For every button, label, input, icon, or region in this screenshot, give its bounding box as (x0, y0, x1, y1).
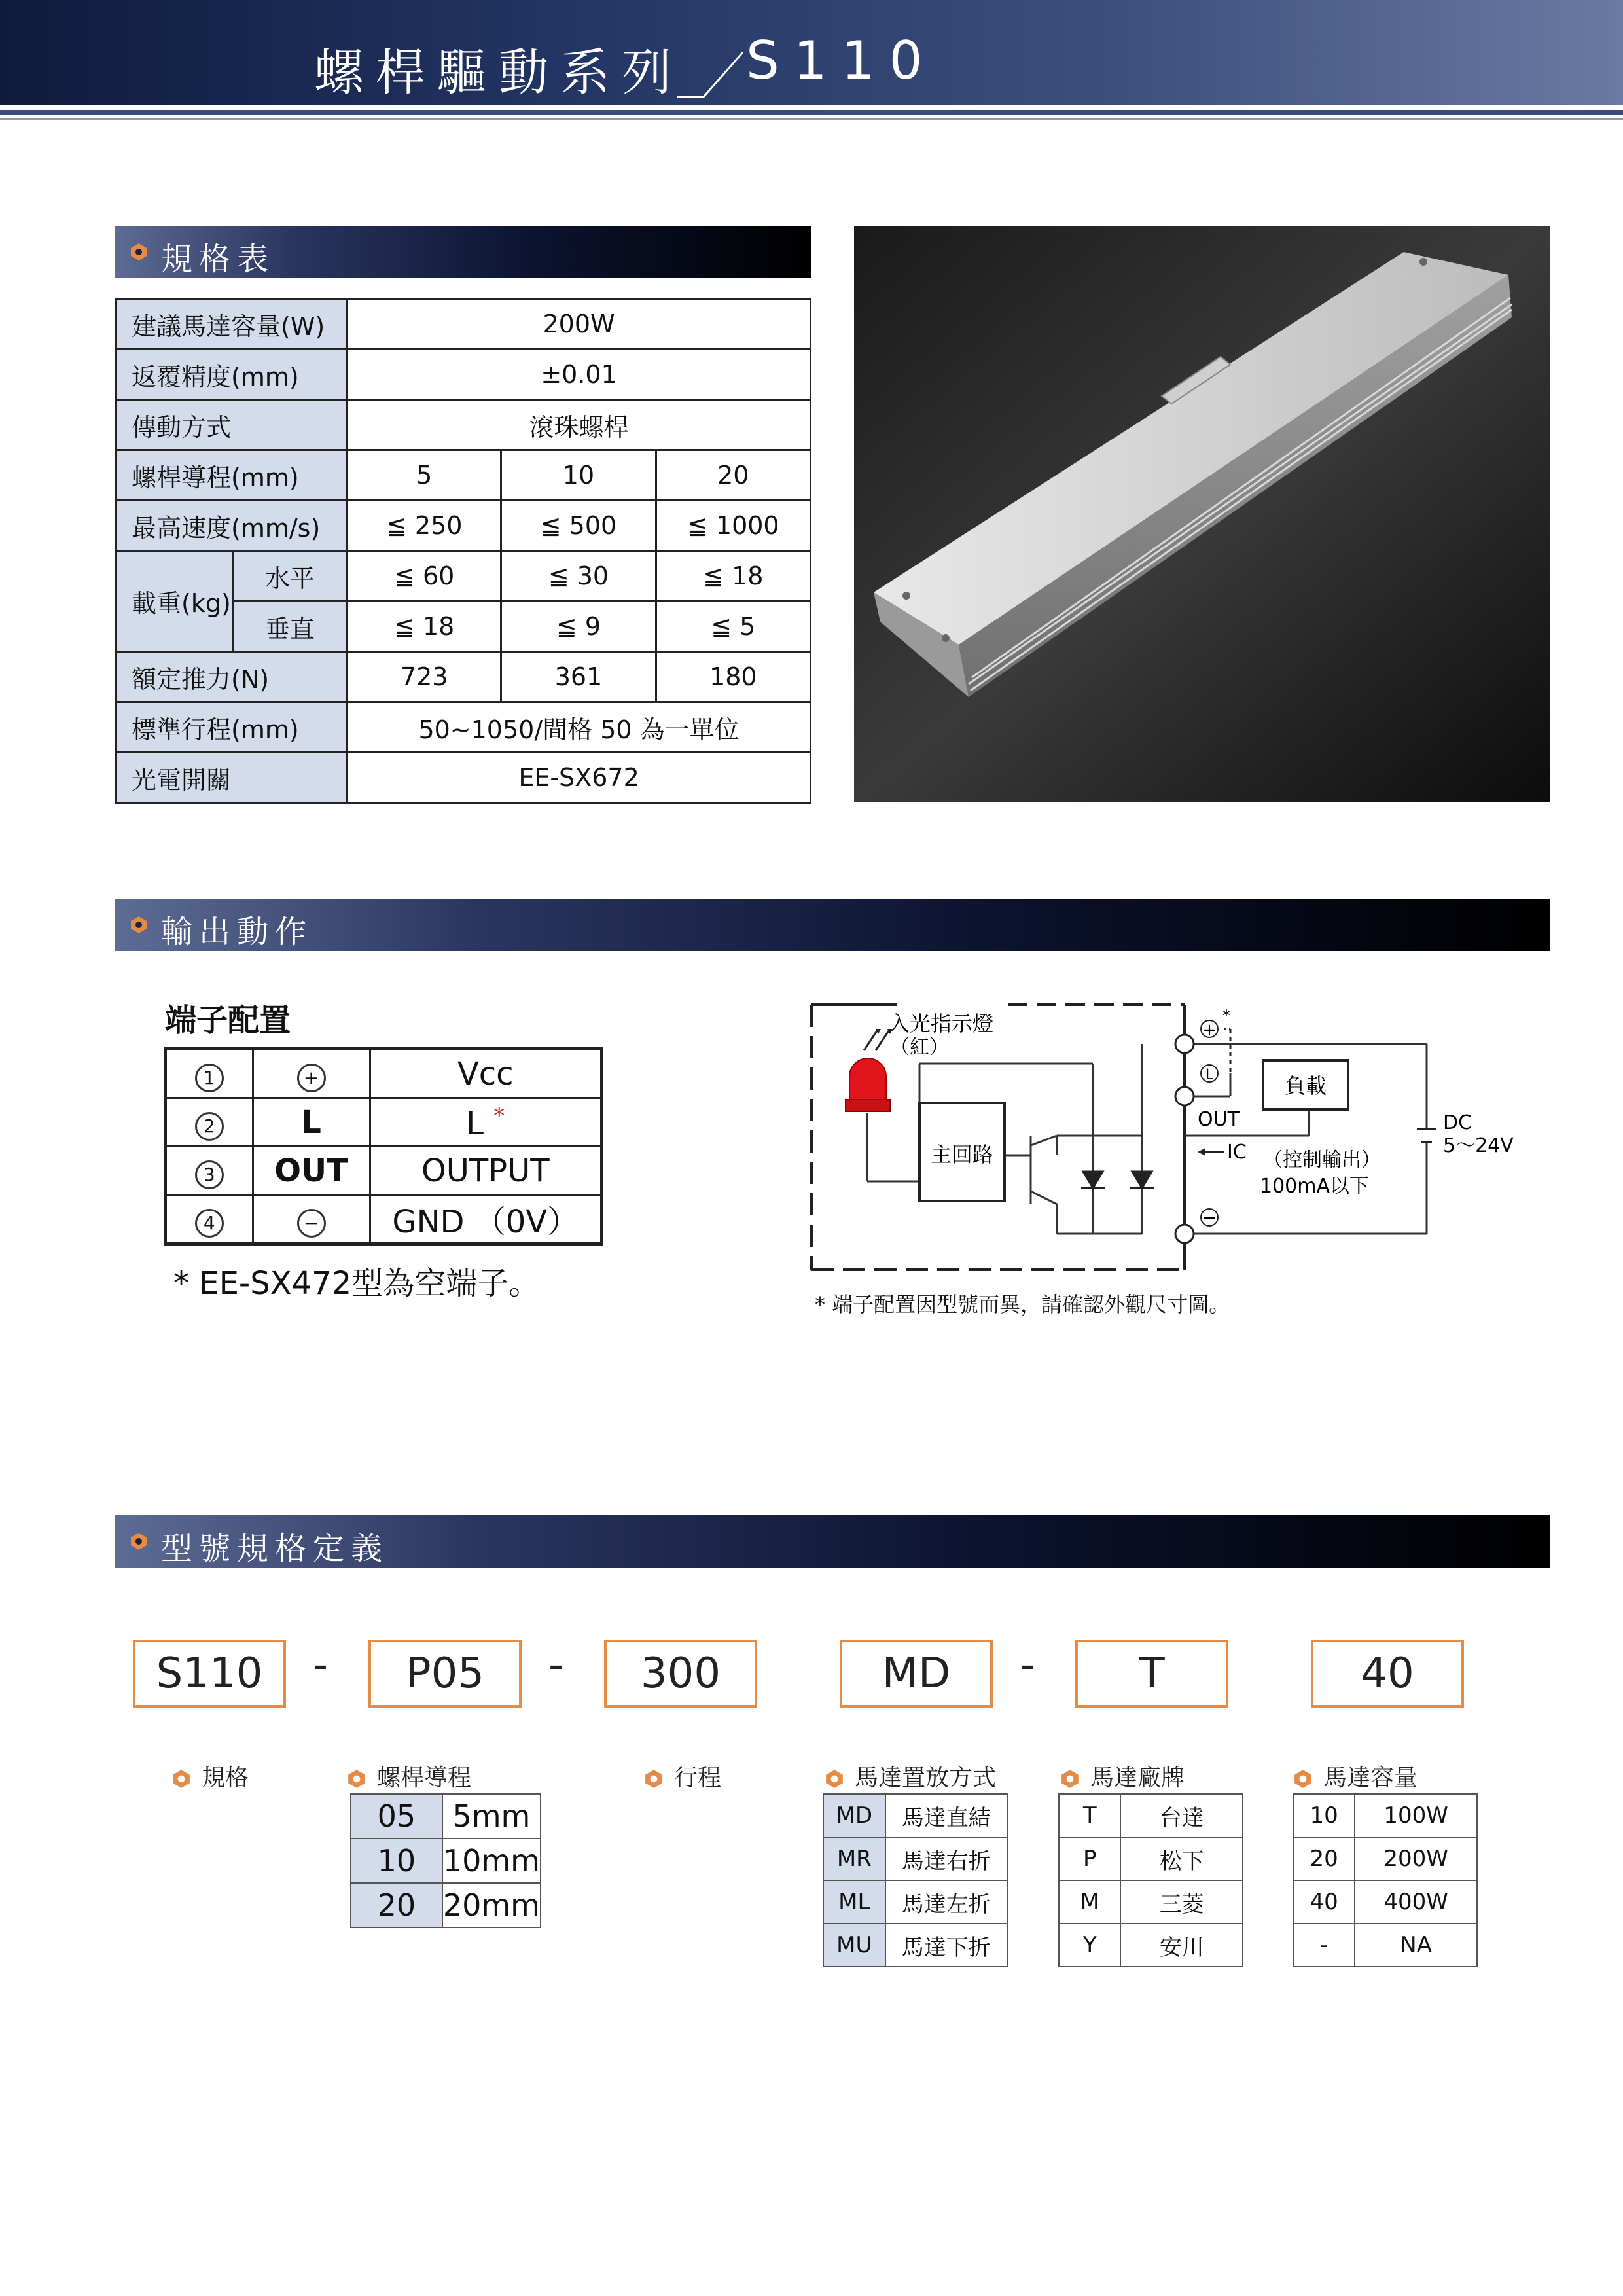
product-photo (854, 226, 1550, 802)
spec-value: ±0.01 (348, 350, 811, 400)
control-output-label: （控制輸出） (1263, 1149, 1381, 1172)
brand-code: Y (1059, 1924, 1120, 1967)
group-label-brand: 馬達廠牌 (1060, 1759, 1185, 1793)
header-rule (0, 110, 1623, 115)
mount-value: 馬達下折 (885, 1924, 1007, 1967)
title-slash-icon (677, 46, 756, 98)
spec-value: 723 (348, 652, 501, 702)
group-label-mount: 馬達置放方式 (825, 1759, 996, 1793)
spec-label: 最高速度(mm/s) (116, 501, 348, 551)
brand-value: 三菱 (1120, 1880, 1243, 1924)
spec-sublabel: 水平 (232, 551, 347, 601)
code-dash: - (313, 1641, 329, 1689)
lead-value: 20mm (442, 1883, 541, 1928)
mount-value: 馬達左折 (885, 1880, 1007, 1924)
nut-icon (130, 1532, 148, 1551)
code-box-mount: MD (840, 1640, 993, 1708)
mount-table (823, 1793, 1008, 1967)
capacity-code: 10 (1293, 1794, 1355, 1837)
brand-code: T (1059, 1794, 1120, 1837)
code-box-lead: P05 (368, 1640, 522, 1708)
nut-icon (130, 243, 148, 261)
mount-code: MU (823, 1924, 885, 1967)
capacity-table (1293, 1793, 1478, 1967)
code-box-spec: S110 (133, 1640, 286, 1708)
table-row (166, 1147, 602, 1195)
spec-value: 10 (501, 450, 656, 501)
minus-terminal-icon: − (1202, 1208, 1217, 1228)
load-label: 負載 (1284, 1073, 1327, 1098)
output-section-bar (115, 899, 1550, 951)
voltage-label: 5～24V (1443, 1134, 1514, 1157)
page-model: S110 (746, 30, 937, 91)
terminal-number: 1 (195, 1064, 224, 1092)
spec-value: 滾珠螺桿 (348, 400, 811, 450)
terminal-table (164, 1047, 603, 1246)
code-box-brand: T (1075, 1640, 1228, 1708)
lead-code: 10 (351, 1839, 442, 1883)
spec-section-title: 規格表 (161, 241, 276, 278)
spec-value: 180 (656, 652, 810, 702)
spec-section-bar (115, 226, 812, 278)
spec-label: 額定推力(N) (116, 652, 348, 702)
table-row (1059, 1924, 1243, 1967)
table-row (166, 1098, 602, 1147)
spec-value: 20 (656, 450, 810, 501)
nut-icon (171, 1769, 191, 1789)
spec-label: 螺桿導程(mm) (116, 450, 348, 501)
led-color-label: （紅） (890, 1036, 949, 1059)
nut-icon (644, 1769, 664, 1789)
spec-value: ≦ 30 (501, 551, 656, 601)
nut-icon (1060, 1769, 1080, 1789)
terminal-note: * EE-SX472型為空端子。 (173, 1265, 541, 1302)
group-label-spec: 規格 (171, 1759, 249, 1793)
terminal-title: 端子配置 (165, 1002, 291, 1039)
lead-code: 05 (351, 1794, 442, 1839)
table-row (823, 1837, 1007, 1880)
l-terminal-icon: L (1205, 1067, 1214, 1083)
table-row (116, 501, 811, 551)
table-row (1059, 1880, 1243, 1924)
lead-value: 10mm (442, 1839, 541, 1883)
table-row (116, 551, 811, 601)
spec-value: ≦ 250 (348, 501, 501, 551)
spec-label: 載重(kg) (116, 551, 233, 652)
spec-value: 5 (348, 450, 501, 501)
capacity-value: 400W (1355, 1880, 1477, 1924)
group-label-stroke: 行程 (644, 1759, 721, 1793)
spec-label: 傳動方式 (116, 400, 348, 450)
circuit-diagram (805, 995, 1551, 1322)
table-row (1293, 1924, 1477, 1967)
nut-icon (347, 1769, 366, 1789)
page-title: 螺桿驅動系列 (314, 43, 683, 101)
spec-label: 建議馬達容量(W) (116, 299, 348, 350)
spec-table (115, 298, 812, 804)
mount-value: 馬達直結 (885, 1794, 1007, 1837)
led-icon (846, 1058, 890, 1111)
mount-value: 馬達右折 (885, 1837, 1007, 1880)
code-box-capacity: 40 (1311, 1640, 1464, 1708)
group-label-lead: 螺桿導程 (347, 1759, 471, 1793)
table-row (116, 753, 811, 803)
spec-value: ≦ 500 (501, 501, 656, 551)
terminal-name: Vcc (370, 1049, 601, 1098)
plus-asterisk: * (1222, 1007, 1230, 1025)
table-row (1059, 1837, 1243, 1880)
circuit-note: * 端子配置因型號而異，請確認外觀尺寸圖。 (815, 1292, 1230, 1317)
spec-label: 標準行程(mm) (116, 702, 348, 753)
table-row (351, 1883, 541, 1928)
model-section-bar (115, 1515, 1550, 1568)
brand-table (1058, 1793, 1243, 1967)
capacity-value: 200W (1355, 1837, 1477, 1880)
capacity-code: - (1293, 1924, 1355, 1967)
dc-label: DC (1443, 1111, 1472, 1134)
table-row (351, 1839, 541, 1883)
table-row (351, 1794, 541, 1839)
terminal-number: 3 (195, 1160, 224, 1189)
lead-value: 5mm (442, 1794, 541, 1839)
spec-value: ≦ 1000 (656, 501, 810, 551)
spec-value: 50~1050/間格 50 為一單位 (348, 702, 811, 753)
mount-code: MD (823, 1794, 885, 1837)
terminal-name: OUTPUT (370, 1147, 601, 1195)
spec-value: ≦ 18 (656, 551, 810, 601)
main-circuit-label: 主回路 (930, 1142, 994, 1167)
capacity-value: 100W (1355, 1794, 1477, 1837)
model-section-title: 型號規格定義 (161, 1530, 389, 1567)
header-rule-thin (0, 118, 1623, 120)
led-label: 入光指示燈 (889, 1011, 994, 1036)
table-row (116, 652, 811, 702)
nut-icon (130, 916, 148, 934)
terminal-name: GND （0V） (370, 1195, 601, 1244)
capacity-value: NA (1355, 1924, 1477, 1967)
plus-terminal-icon: + (1202, 1020, 1217, 1040)
table-row (166, 1049, 602, 1098)
table-row (116, 450, 811, 501)
lead-table (350, 1793, 541, 1928)
group-label-capacity: 馬達容量 (1293, 1759, 1418, 1793)
minus-icon: − (297, 1209, 326, 1238)
terminal-symbol: OUT (253, 1147, 370, 1195)
spec-value: ≦ 60 (348, 551, 501, 601)
spec-value: 361 (501, 652, 656, 702)
brand-value: 安川 (1120, 1924, 1243, 1967)
ic-label: IC (1227, 1141, 1247, 1164)
brand-code: M (1059, 1880, 1120, 1924)
table-row (1293, 1837, 1477, 1880)
terminal-number: 2 (195, 1112, 224, 1141)
table-row (823, 1924, 1007, 1967)
spec-sublabel: 垂直 (232, 601, 347, 652)
table-row (823, 1880, 1007, 1924)
terminal-symbol: L (253, 1098, 370, 1147)
code-dash: - (548, 1641, 564, 1689)
spec-label: 光電開關 (116, 753, 348, 803)
spec-value: ≦ 9 (501, 601, 656, 652)
spec-value: 200W (348, 299, 811, 350)
capacity-code: 20 (1293, 1837, 1355, 1880)
brand-value: 松下 (1120, 1837, 1243, 1880)
spec-label: 返覆精度(mm) (116, 350, 348, 400)
lead-code: 20 (351, 1883, 442, 1928)
nut-icon (1293, 1769, 1313, 1789)
spec-value: ≦ 18 (348, 601, 501, 652)
mount-code: ML (823, 1880, 885, 1924)
code-box-stroke: 300 (604, 1640, 757, 1708)
table-row (823, 1794, 1007, 1837)
table-row (116, 350, 811, 400)
output-section-title: 輸出動作 (161, 914, 313, 950)
brand-code: P (1059, 1837, 1120, 1880)
nut-icon (825, 1769, 844, 1789)
spec-value: ≦ 5 (656, 601, 810, 652)
capacity-code: 40 (1293, 1880, 1355, 1924)
table-row (166, 1195, 602, 1244)
spec-value: EE-SX672 (348, 753, 811, 803)
out-label: OUT (1198, 1108, 1240, 1131)
table-row (116, 702, 811, 753)
table-row (1059, 1794, 1243, 1837)
plus-icon: + (297, 1064, 326, 1092)
brand-value: 台達 (1120, 1794, 1243, 1837)
mount-code: MR (823, 1837, 885, 1880)
terminal-asterisk: * (493, 1102, 505, 1129)
terminal-number: 4 (195, 1209, 224, 1238)
table-row (1293, 1880, 1477, 1924)
code-dash: - (1020, 1641, 1035, 1689)
current-label: 100mA以下 (1260, 1175, 1370, 1198)
table-row (116, 299, 811, 350)
terminal-name: L (466, 1105, 484, 1142)
table-row (1293, 1794, 1477, 1837)
table-row (116, 400, 811, 450)
